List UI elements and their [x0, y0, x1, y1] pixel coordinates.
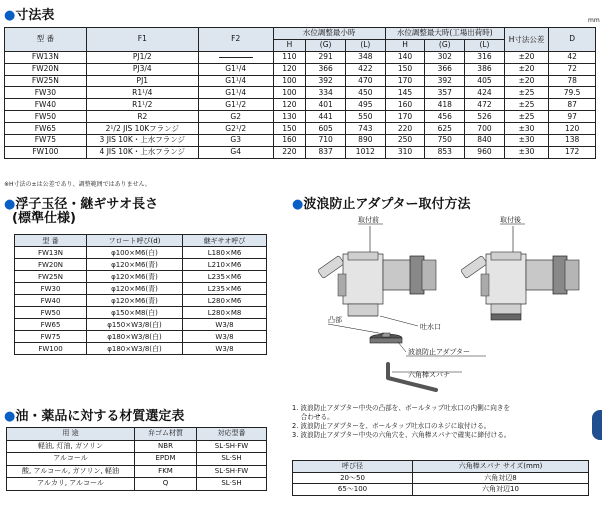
- dim-cell-h2: 220: [385, 123, 425, 135]
- float-cell-float: φ120×M6(青): [87, 259, 183, 271]
- material-cell-model: SL·SH: [197, 478, 267, 491]
- install-step: 3. 波浪防止アダプター中央の六角穴を、六角棒スパナで確実に締付ける。: [292, 431, 511, 439]
- float-row: [15, 319, 267, 331]
- header-f1: F1: [86, 28, 198, 52]
- dim-cell-l2: 405: [465, 75, 505, 87]
- edge-tab[interactable]: [592, 410, 602, 440]
- dim-cell-l1: 890: [345, 135, 385, 147]
- dim-cell-h1: 130: [273, 111, 306, 123]
- dim-cell-f1: R1¹/4: [86, 87, 198, 99]
- dim-cell-g2: 456: [425, 111, 465, 123]
- wrench-label: 六角棒スパナ: [408, 371, 450, 379]
- dim-cell-l2: 386: [465, 63, 505, 75]
- header-h-max: H: [385, 39, 425, 51]
- dim-cell-tol: ±20: [504, 51, 548, 63]
- float-row: [15, 283, 267, 295]
- dim-cell-l2: 472: [465, 99, 505, 111]
- hex-cell-size: 20〜50: [293, 472, 413, 484]
- dim-cell-h2: 310: [385, 146, 425, 158]
- dim-cell-tol: ±25: [504, 87, 548, 99]
- dim-cell-f2: G2: [198, 111, 273, 123]
- dim-cell-model: FW30: [5, 87, 87, 99]
- dim-cell-f1: PJ1/2: [86, 51, 198, 63]
- dimensions-note: ※H寸法の±は公差であり、調整範囲ではありません。: [4, 181, 151, 188]
- dim-cell-f2: G1¹/4: [198, 63, 273, 75]
- dim-cell-f1: 3 JIS 10K・上水フランジ: [86, 135, 198, 147]
- dim-cell-l1: 348: [345, 51, 385, 63]
- dimensions-table: [4, 27, 596, 159]
- header-h-min: H: [273, 39, 306, 51]
- material-cell-model: SL·SH: [197, 453, 267, 466]
- dim-cell-h2: 150: [385, 63, 425, 75]
- header-htol: H寸法公差: [504, 28, 548, 52]
- dim-cell-f1: 2¹/2 JIS 10Kフランジ: [86, 123, 198, 135]
- material-header-rubber: 弁ゴム材質: [135, 428, 197, 441]
- dim-cell-h2: 170: [385, 111, 425, 123]
- unit-label: mm: [588, 17, 600, 24]
- dim-cell-l1: 495: [345, 99, 385, 111]
- dim-cell-d: 72: [549, 63, 596, 75]
- dim-cell-g1: 605: [306, 123, 346, 135]
- dim-cell-g2: 357: [425, 87, 465, 99]
- dim-cell-d: 42: [549, 51, 596, 63]
- material-cell-rubber: Q: [135, 478, 197, 491]
- dim-cell-f1: PJ3/4: [86, 63, 198, 75]
- dim-cell-f1: R2: [86, 111, 198, 123]
- hex-cell-size: 65〜100: [293, 484, 413, 496]
- dim-cell-l1: 450: [345, 87, 385, 99]
- dim-cell-model: FW25N: [5, 75, 87, 87]
- dim-cell-l1: 550: [345, 111, 385, 123]
- dim-cell-l1: 470: [345, 75, 385, 87]
- dim-cell-g2: 750: [425, 135, 465, 147]
- float-cell-rod: L180×M6: [183, 247, 267, 259]
- dim-cell-l1: 422: [345, 63, 385, 75]
- float-cell-rod: L210×M6: [183, 259, 267, 271]
- float-cell-float: φ180×W3/8(白): [87, 343, 183, 355]
- dim-cell-l2: 960: [465, 146, 505, 158]
- dim-cell-f2: G3: [198, 135, 273, 147]
- dim-cell-model: FW50: [5, 111, 87, 123]
- dim-cell-l2: 700: [465, 123, 505, 135]
- float-row: [15, 271, 267, 283]
- dim-cell-f2: G1¹/4: [198, 87, 273, 99]
- material-cell-rubber: NBR: [135, 440, 197, 453]
- hex-header-size: 呼び径: [293, 461, 413, 473]
- dim-cell-g2: 392: [425, 75, 465, 87]
- dimensions-row: [5, 87, 596, 99]
- material-cell-model: SL·SH·FW: [197, 440, 267, 453]
- dim-cell-h2: 160: [385, 99, 425, 111]
- dimensions-row: [5, 146, 596, 158]
- dim-cell-d: 79.5: [549, 87, 596, 99]
- float-cell-model: FW50: [15, 307, 87, 319]
- dim-cell-h1: 120: [273, 63, 306, 75]
- header-g-max: (G): [425, 39, 465, 51]
- dim-cell-h2: 250: [385, 135, 425, 147]
- dimensions-row: [5, 111, 596, 123]
- adapter-disc: [370, 333, 402, 343]
- dim-cell-tol: ±25: [504, 111, 548, 123]
- dim-cell-model: FW20N: [5, 63, 87, 75]
- header-min-group: 水位調整最小時: [273, 28, 385, 40]
- ball-tap-after: [460, 226, 579, 320]
- dim-cell-h2: 145: [385, 87, 425, 99]
- float-title: ●浮子玉径・継ギサオ長さ (標準仕様): [4, 197, 159, 226]
- float-cell-rod: L235×M6: [183, 283, 267, 295]
- float-cell-rod: W3/8: [183, 319, 267, 331]
- float-row: [15, 307, 267, 319]
- float-header-rod: 継ギサオ呼び: [183, 235, 267, 247]
- dim-cell-tol: ±30: [504, 146, 548, 158]
- dim-cell-tol: ±20: [504, 63, 548, 75]
- float-cell-model: FW100: [15, 343, 87, 355]
- dim-cell-g2: 853: [425, 146, 465, 158]
- material-row: [7, 478, 267, 491]
- dim-cell-model: FW100: [5, 146, 87, 158]
- before-label: 取付前: [358, 216, 379, 224]
- float-cell-float: φ120×M6(青): [87, 295, 183, 307]
- dim-cell-f1: 4 JIS 10K・上水フランジ: [86, 146, 198, 158]
- dim-cell-l1: 743: [345, 123, 385, 135]
- float-row: [15, 343, 267, 355]
- dim-cell-h2: 140: [385, 51, 425, 63]
- dim-cell-g2: 302: [425, 51, 465, 63]
- float-cell-float: φ150×M8(白): [87, 307, 183, 319]
- dimensions-row: [5, 75, 596, 87]
- header-l-max: (L): [465, 39, 505, 51]
- dimensions-title: ●寸法表: [4, 8, 55, 23]
- header-l-min: (L): [345, 39, 385, 51]
- material-cell-use: アルカリ, アルコール: [7, 478, 135, 491]
- material-cell-use: 軽油, 灯油, ガソリン: [7, 440, 135, 453]
- header-model: 型 番: [5, 28, 87, 52]
- ball-tap-before: [317, 226, 436, 316]
- float-cell-model: FW20N: [15, 259, 87, 271]
- dim-cell-g2: 625: [425, 123, 465, 135]
- hex-header-wrench: 六角棒スパナ サイズ(mm): [413, 461, 589, 473]
- dim-cell-f2: G1¹/2: [198, 99, 273, 111]
- dim-cell-g2: 418: [425, 99, 465, 111]
- float-row: [15, 247, 267, 259]
- adapter-diagram: [288, 212, 598, 392]
- dim-cell-model: FW75: [5, 135, 87, 147]
- float-cell-model: FW65: [15, 319, 87, 331]
- material-row: [7, 453, 267, 466]
- material-cell-rubber: EPDM: [135, 453, 197, 466]
- dim-cell-g1: 392: [306, 75, 346, 87]
- dim-cell-g1: 366: [306, 63, 346, 75]
- dim-cell-f2: [198, 51, 273, 63]
- dim-cell-g2: 366: [425, 63, 465, 75]
- float-header-float: フロート呼び(d): [87, 235, 183, 247]
- dim-cell-g1: 334: [306, 87, 346, 99]
- hex-row: [293, 472, 589, 484]
- dim-cell-model: FW40: [5, 99, 87, 111]
- dim-cell-h1: 160: [273, 135, 306, 147]
- dim-cell-l2: 526: [465, 111, 505, 123]
- blank-dash: [219, 57, 253, 58]
- float-cell-model: FW30: [15, 283, 87, 295]
- float-cell-float: φ180×W3/8(白): [87, 331, 183, 343]
- float-cell-rod: W3/8: [183, 331, 267, 343]
- material-row: [7, 465, 267, 478]
- adapter-title: ●波浪防止アダプター取付方法: [292, 197, 471, 212]
- dim-cell-h1: 120: [273, 99, 306, 111]
- float-cell-float: φ100×M6(白): [87, 247, 183, 259]
- dim-cell-d: 87: [549, 99, 596, 111]
- dim-cell-d: 172: [549, 146, 596, 158]
- dim-cell-f2: G4: [198, 146, 273, 158]
- dim-cell-l2: 424: [465, 87, 505, 99]
- dim-cell-d: 78: [549, 75, 596, 87]
- material-table: [6, 427, 267, 491]
- hex-cell-wrench: 六角対辺8: [413, 472, 589, 484]
- dim-cell-l1: 1012: [345, 146, 385, 158]
- dim-cell-tol: ±25: [504, 99, 548, 111]
- dim-cell-tol: ±20: [504, 75, 548, 87]
- adapter-label: 波浪防止アダプター: [408, 348, 471, 356]
- dim-cell-l2: 840: [465, 135, 505, 147]
- dim-cell-f2: G2¹/2: [198, 123, 273, 135]
- install-step: 1. 波浪防止アダプター中央の凸部を、ボールタップ吐水口の内側に向きを: [292, 404, 511, 412]
- header-d: D: [549, 28, 596, 52]
- float-cell-rod: L235×M6: [183, 271, 267, 283]
- float-cell-float: φ150×W3/8(白): [87, 319, 183, 331]
- dim-cell-g1: 441: [306, 111, 346, 123]
- float-cell-rod: W3/8: [183, 343, 267, 355]
- float-cell-rod: L280×M6: [183, 295, 267, 307]
- material-cell-model: SL·SH·FW: [197, 465, 267, 478]
- material-header-model: 対応型番: [197, 428, 267, 441]
- header-max-group: 水位調整最大時(工場出荷時): [385, 28, 504, 40]
- dim-cell-g1: 837: [306, 146, 346, 158]
- material-row: [7, 440, 267, 453]
- dim-cell-model: FW65: [5, 123, 87, 135]
- float-cell-model: FW13N: [15, 247, 87, 259]
- dim-cell-f1: R1¹/2: [86, 99, 198, 111]
- float-row: [15, 295, 267, 307]
- dim-cell-l2: 316: [465, 51, 505, 63]
- float-cell-model: FW40: [15, 295, 87, 307]
- install-step: 2. 波浪防止アダプターを、ボールタップ吐水口のネジに取付ける。: [292, 422, 491, 430]
- material-header-use: 用 途: [7, 428, 135, 441]
- dim-cell-h1: 220: [273, 146, 306, 158]
- hex-row: [293, 484, 589, 496]
- dim-cell-g1: 291: [306, 51, 346, 63]
- float-row: [15, 259, 267, 271]
- dimensions-row: [5, 123, 596, 135]
- install-steps: [292, 404, 510, 440]
- header-f2: F2: [198, 28, 273, 52]
- dimensions-row: [5, 63, 596, 75]
- outlet-label: 吐水口: [420, 323, 441, 331]
- float-cell-model: FW25N: [15, 271, 87, 283]
- header-g-min: (G): [306, 39, 346, 51]
- hex-wrench-table: [292, 460, 589, 496]
- install-step: 合わせる。: [292, 413, 334, 421]
- float-cell-float: φ120×M6(青): [87, 283, 183, 295]
- dim-cell-tol: ±30: [504, 135, 548, 147]
- dim-cell-g1: 401: [306, 99, 346, 111]
- dim-cell-d: 97: [549, 111, 596, 123]
- float-cell-rod: L280×M8: [183, 307, 267, 319]
- dimensions-row: [5, 135, 596, 147]
- dim-cell-d: 138: [549, 135, 596, 147]
- dimensions-row: [5, 99, 596, 111]
- after-label: 取付後: [500, 216, 521, 224]
- dim-cell-g1: 710: [306, 135, 346, 147]
- material-cell-use: アルコール: [7, 453, 135, 466]
- dim-cell-model: FW13N: [5, 51, 87, 63]
- material-cell-rubber: FKM: [135, 465, 197, 478]
- dim-cell-f1: PJ1: [86, 75, 198, 87]
- convex-label: 凸部: [328, 316, 342, 324]
- float-row: [15, 331, 267, 343]
- dim-cell-h2: 170: [385, 75, 425, 87]
- hex-cell-wrench: 六角対辺10: [413, 484, 589, 496]
- float-cell-float: φ120×M6(青): [87, 271, 183, 283]
- dim-cell-d: 120: [549, 123, 596, 135]
- float-cell-model: FW75: [15, 331, 87, 343]
- material-cell-use: 酸, アルコール, ガソリン, 軽油: [7, 465, 135, 478]
- dim-cell-h1: 100: [273, 87, 306, 99]
- dimensions-row: [5, 51, 596, 63]
- dim-cell-h1: 100: [273, 75, 306, 87]
- float-table: [14, 234, 267, 355]
- float-subtitle: (標準仕様): [12, 211, 76, 226]
- dim-cell-h1: 150: [273, 123, 306, 135]
- dim-cell-h1: 110: [273, 51, 306, 63]
- float-header-model: 型 番: [15, 235, 87, 247]
- material-title: ●油・薬品に対する材質選定表: [4, 409, 185, 424]
- dim-cell-f2: G1¹/4: [198, 75, 273, 87]
- dim-cell-tol: ±30: [504, 123, 548, 135]
